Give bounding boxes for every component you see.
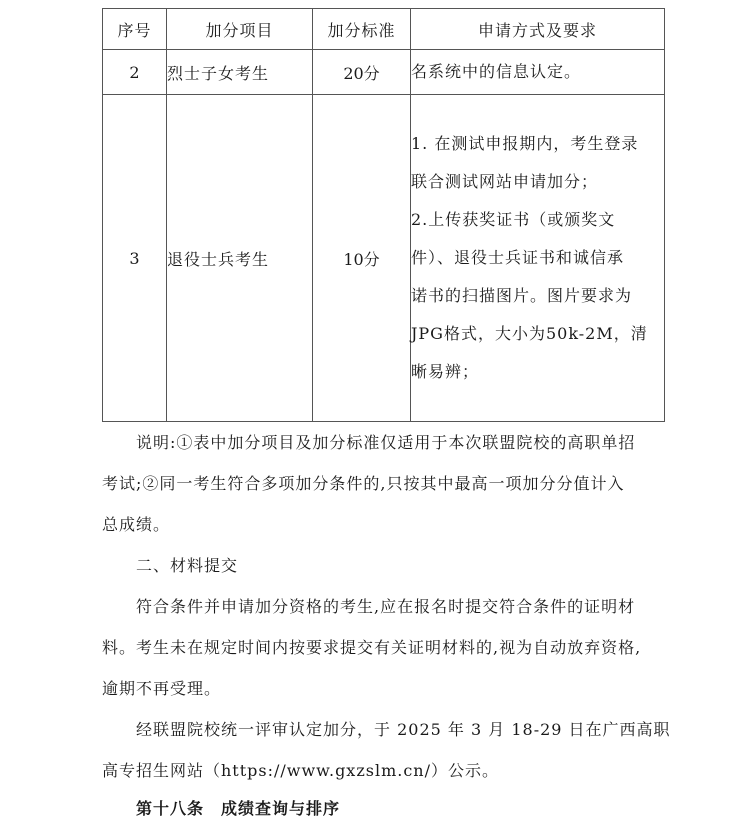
table-row (103, 95, 665, 422)
materials-paragraph (102, 586, 668, 709)
row-number: 2 (103, 50, 167, 95)
row-requirement (411, 50, 665, 95)
requirement-line: 联合测试网站申请加分； (411, 172, 599, 191)
requirement-line: 晰易辨； (411, 362, 480, 381)
article-heading-text: 第十八条 成绩查询与排序 (136, 799, 341, 818)
requirement-line: 件）、退役士兵证书和诚信承 (411, 248, 625, 267)
section-heading-text: 二、材料提交 (136, 556, 239, 575)
paragraph-line: 经联盟院校统一评审认定加分，于 2025 年 3 月 18-29 日在广西高职 (136, 720, 671, 739)
row-score: 10分 (313, 95, 411, 422)
note-line: 说明:①表中加分项目及加分标准仅适用于本次联盟院校的高职单招 (136, 433, 636, 452)
note-line: 总成绩。 (102, 515, 171, 534)
paragraph-line: 料。考生未在规定时间内按要求提交有关证明材料的,视为自动放弃资格, (102, 638, 642, 657)
requirement-line: 诺书的扫描图片。图片要求为 (411, 286, 633, 305)
header-method: 申请方式及要求 (411, 9, 665, 50)
header-standard: 加分标准 (313, 9, 411, 50)
requirement-line: 1. 在测试申报期内，考生登录 (411, 134, 639, 153)
row-requirement (411, 95, 665, 422)
requirement-line: 名系统中的信息认定。 (411, 62, 582, 81)
publicity-paragraph (102, 709, 671, 791)
header-item: 加分项目 (167, 9, 313, 50)
row-score: 20分 (313, 50, 411, 95)
section-heading (102, 545, 668, 586)
table-note (102, 422, 668, 545)
paragraph-line: 逾期不再受理。 (102, 679, 222, 698)
row-item: 烈士子女考生 (167, 50, 313, 95)
article-heading (102, 788, 668, 829)
row-number: 3 (103, 95, 167, 422)
paragraph-line: 符合条件并申请加分资格的考生,应在报名时提交符合条件的证明材 (136, 597, 636, 616)
table-row (103, 50, 665, 95)
requirement-line: 2.上传获奖证书（或颁奖文 (411, 210, 616, 229)
table-header-row (103, 9, 665, 50)
header-seq: 序号 (103, 9, 167, 50)
note-line: 考试;②同一考生符合多项加分条件的,只按其中最高一项加分分值计入 (102, 474, 625, 493)
row-item: 退役士兵考生 (167, 95, 313, 422)
paragraph-line: 高专招生网站（https://www.gxzslm.cn/）公示。 (102, 761, 500, 780)
bonus-points-table (102, 8, 665, 422)
requirement-line: JPG格式，大小为50k-2M，清 (411, 324, 648, 343)
